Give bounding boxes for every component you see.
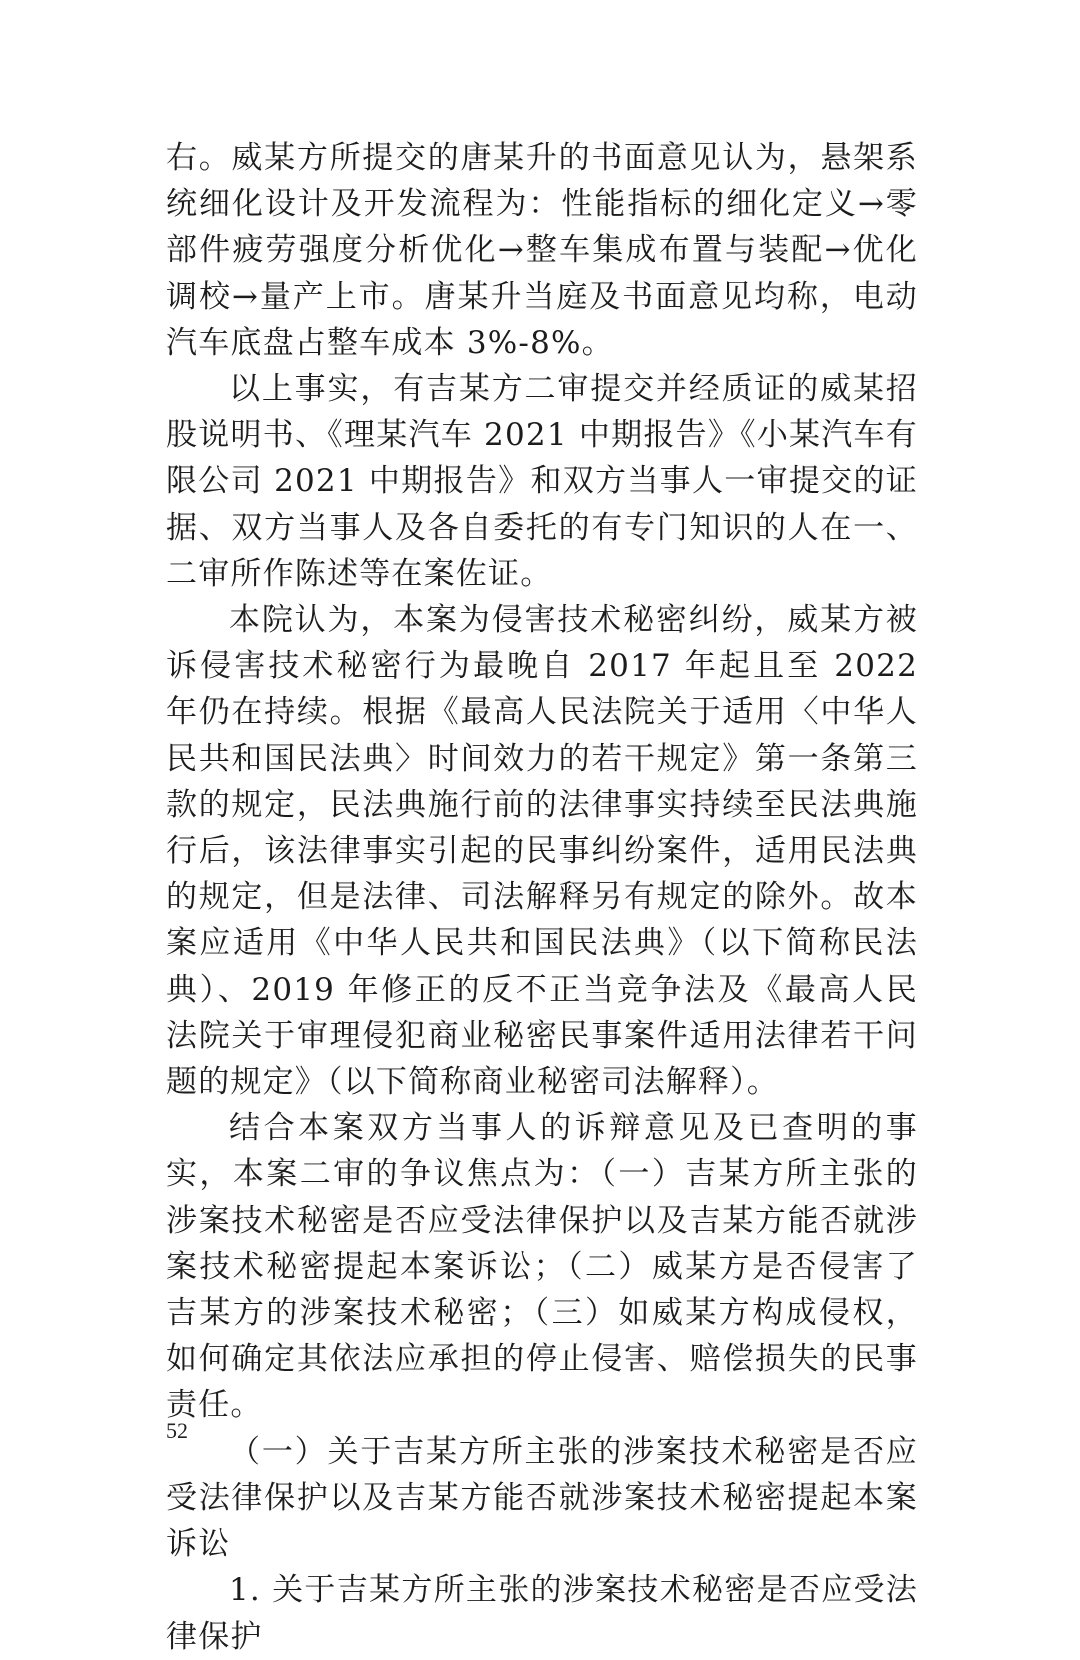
document-body [166,135,918,1660]
subsection-heading-1: 1. 关于吉某方所主张的涉案技术秘密是否应受法律保护 [166,1572,918,1655]
paragraph-facts-evidence: 以上事实，有吉某方二审提交并经质证的威某招股说明书、《理某汽车 2021 中期报告》《小某汽车有限公司 2021 中期报告》和双方当事人一审提交的证据、双方当事人及各自委托的有专门知识的人在一、二审所作陈述等在案佐证。 [166,371,918,592]
section-heading-1: （一）关于吉某方所主张的涉案技术秘密是否应受法律保护以及吉某方能否就涉案技术秘密提起本案诉讼 [166,1433,918,1563]
page-number: 52 [166,1418,188,1443]
paragraph-continuation: 右。威某方所提交的唐某升的书面意见认为，悬架系统细化设计及开发流程为：性能指标的细化定义→零部件疲劳强度分析优化→整车集成布置与装配→优化调校→量产上市。唐某升当庭及书面意见均称，电动汽车底盘占整车成本 3%-8%。 [166,140,918,361]
paragraph-dispute-focus: 结合本案双方当事人的诉辩意见及已查明的事实，本案二审的争议焦点为：（一）吉某方所主张的涉案技术秘密是否应受法律保护以及吉某方能否就涉案技术秘密提起本案诉讼；（二）威某方是否侵害了吉某方的涉案技术秘密；（三）如威某方构成侵权，如何确定其依法应承担的停止侵害、赔偿损失的民事责任。 [166,1110,918,1424]
paragraph-court-opinion: 本院认为，本案为侵害技术秘密纠纷，威某方被诉侵害技术秘密行为最晚自 2017 年起且至 2022 年仍在持续。根据《最高人民法院关于适用〈中华人民共和国民法典〉时间效力的若干规定》第一条第三款的规定，民法典施行前的法律事实持续至民法典施行后，该法律事实引起的民事纠纷案件，适用民法典的规定，但是法律、司法解释另有规定的除外。故本案应适用《中华人民共和国民法典》（以下简称民法典）、2019 年修正的反不正当竞争法及《最高人民法院关于审理侵犯商业秘密民事案件适用法律若干问题的规定》（以下简称商业秘密司法解释）。 [166,602,918,1101]
